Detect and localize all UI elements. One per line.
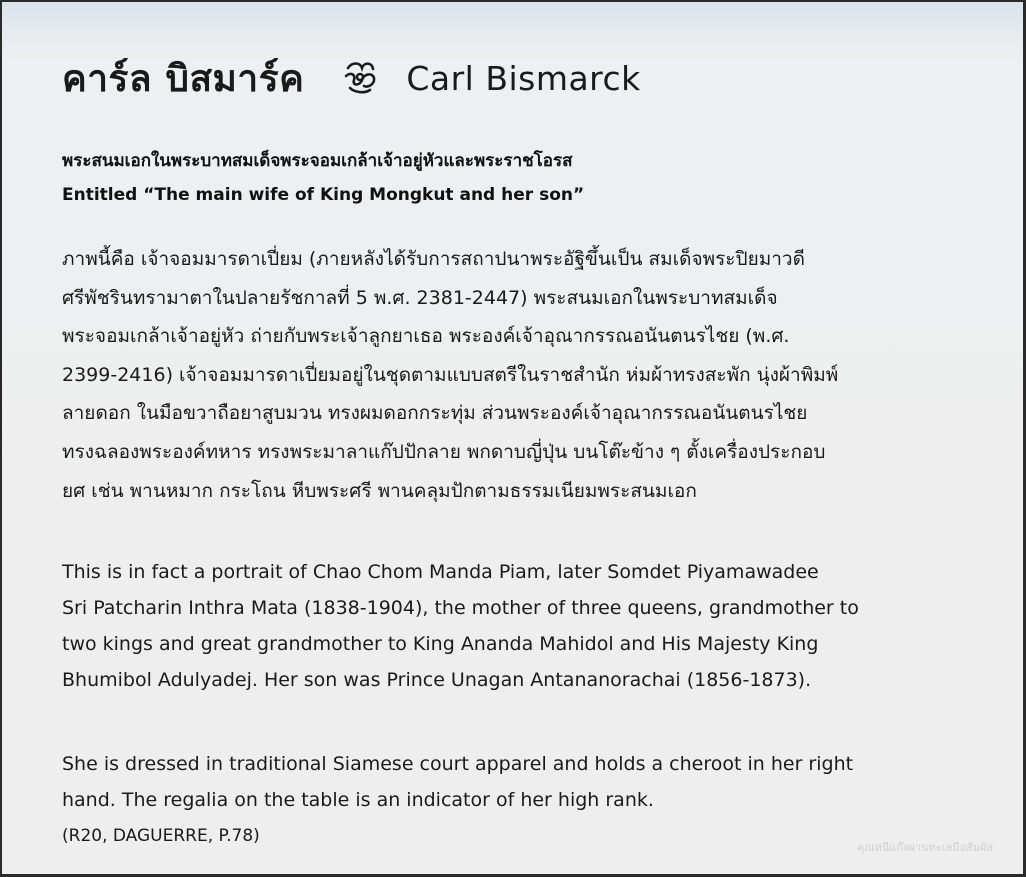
english-line: two kings and great grandmother to King Ananda Mahidol and His Majesty King: [62, 633, 819, 655]
thai-line: ทรงฉลองพระองค์ทหาร ทรงพระมาลาแก๊ปปักลาย พกดาบญี่ปุ่น บนโต๊ะข้าง ๆ ตั้งเครื่องประกอบ: [62, 440, 826, 463]
subtitle-english: Entitled “The main wife of King Mongkut and her son”: [62, 185, 585, 205]
watermark: คุณหนีแก๊งผ่านทะเลมือสัมผัส: [857, 841, 994, 854]
title-row: [62, 50, 641, 106]
thai-description: [62, 240, 962, 510]
thai-line: ลายดอก ในมือขวาถือยาสูบมวน ทรงผมดอกกระทุ่ม ส่วนพระองค์เจ้าอุณากรรณอนันตนรไชย: [62, 402, 808, 425]
english-line: hand. The regalia on the table is an indicator of her high rank.: [62, 789, 654, 811]
thai-line: ศรีพัชรินทรามาตาในปลายรัชกาลที่ 5 พ.ศ. 2381-2447) พระสนมเอกในพระบาทสมเด็จ: [62, 286, 778, 309]
english-line: She is dressed in traditional Siamese court apparel and holds a cheroot in her right: [62, 753, 854, 775]
title-english: Carl Bismarck: [406, 58, 641, 98]
thai-line: ภาพนี้คือ เจ้าจอมมารดาเปี่ยม (ภายหลังได้รับการสถาปนาพระอัฐิขึ้นเป็น สมเด็จพระปิยมาวดี: [62, 248, 805, 270]
museum-placard: [2, 2, 1023, 874]
english-description-1: [62, 554, 962, 698]
english-line: Bhumibol Adulyadej. Her son was Prince Unagan Antananorachai (1856-1873).: [62, 669, 812, 691]
english-description-2: [62, 746, 962, 818]
citation: (R20, DAGUERRE, P.78): [62, 826, 260, 846]
thai-line: พระจอมเกล้าเจ้าอยู่หัว ถ่ายกับพระเจ้าลูกยาเธอ พระองค์เจ้าอุณากรรณอนันตนรไชย (พ.ศ.: [62, 325, 790, 348]
english-line: This is in fact a portrait of Chao Chom Manda Piam, later Somdet Piyamawadee: [62, 561, 819, 583]
title-thai: คาร์ล บิสมาร์ค: [62, 56, 305, 100]
thai-line: 2399-2416) เจ้าจอมมารดาเปี่ยมอยู่ในชุดตามแบบสตรีในราชสำนัก ห่มผ้าทรงสะพัก นุ่งผ้าพิมพ์: [62, 363, 839, 386]
royal-seal-emblem-icon: [340, 58, 380, 98]
subtitle: [62, 144, 584, 212]
english-line: Sri Patcharin Inthra Mata (1838-1904), the mother of three queens, grandmother to: [62, 597, 859, 619]
thai-line: ยศ เช่น พานหมาก กระโถน หีบพระศรี พานคลุมปักตามธรรมเนียมพระสนมเอก: [62, 479, 697, 502]
subtitle-thai: พระสนมเอกในพระบาทสมเด็จพระจอมเกล้าเจ้าอยู่หัวและพระราชโอรส: [62, 151, 573, 171]
